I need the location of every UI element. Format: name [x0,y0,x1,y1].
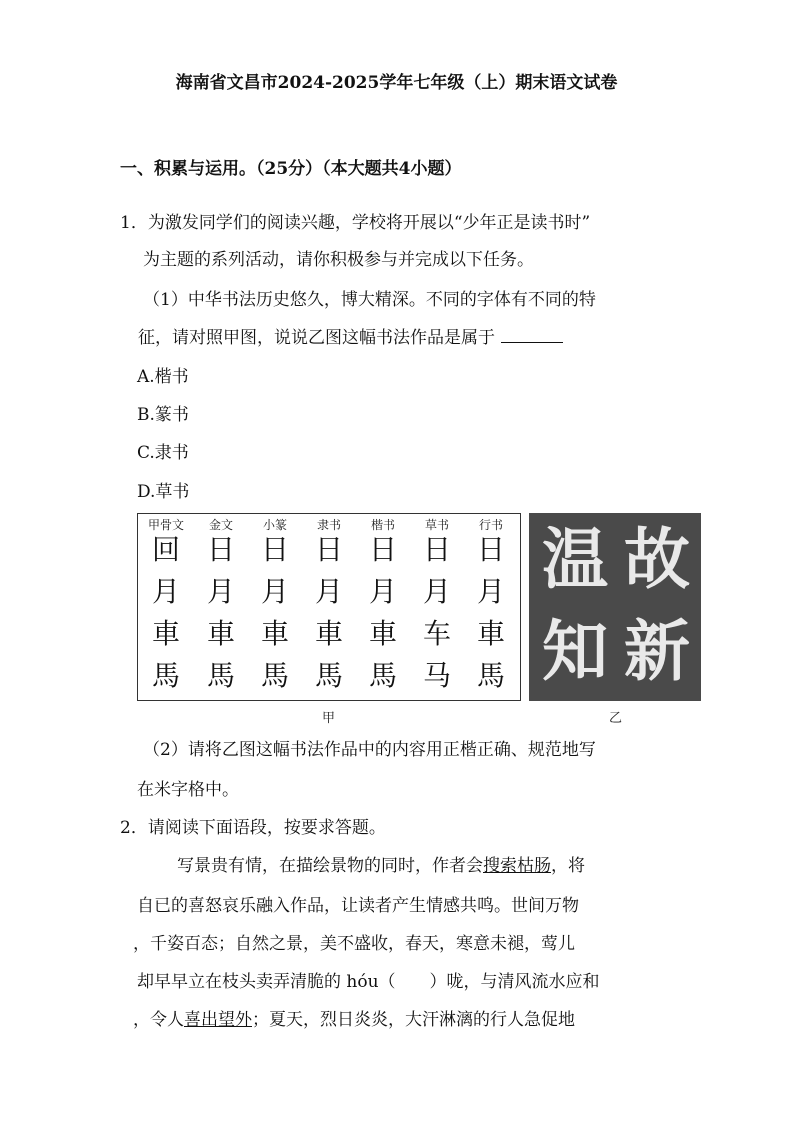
script-glyph: 月 [422,575,451,608]
script-glyph: 車 [476,617,505,650]
script-glyph: 馬 [206,659,235,692]
calligraphy-char: 知 [542,612,608,690]
script-glyph: 車 [368,617,397,650]
q2-line1-b: ，将 [551,856,585,876]
q1-stem-line2: 为主题的系列活动，请你积极参与并完成以下任务。 [143,250,534,270]
col-header: 楷书 [370,518,395,532]
col-header: 草书 [424,518,449,532]
script-glyph: 馬 [368,659,397,692]
answer-blank [501,328,563,343]
q2-line1-a: 写景贵有情，在描绘景物的同时，作者会 [177,856,483,876]
script-glyph: 日 [206,533,235,566]
script-glyph: 車 [206,617,235,650]
script-glyph: 车 [422,617,451,650]
q1-number: 1． [120,213,148,233]
q1-sub2-line2: 在米字格中。 [137,780,239,800]
col-header: 隶书 [316,518,341,532]
q2-number: 2． [120,818,148,838]
calligraphy-char: 新 [624,612,690,690]
script-glyph: 月 [476,575,505,608]
q2-line3: ，千姿百态；自然之景，美不盛收，春天，寒意未褪，莺儿 [133,934,575,954]
q2-stem [120,813,386,838]
q1-sub2-line1: （2）请将乙图这幅书法作品中的内容用正楷正确、规范地写 [143,740,596,760]
q2-line4: 却早早立在枝头卖弄清脆的 hóu（ ）咙，与清风流水应和 [137,972,600,992]
col-header: 小篆 [262,518,287,532]
script-glyph: 車 [260,617,289,650]
script-glyph: 月 [151,575,180,608]
script-glyph: 日 [422,533,451,566]
q2-underlined-term: 搜索枯肠 [483,856,551,876]
script-glyph: 月 [368,575,397,608]
script-glyph: 月 [260,575,289,608]
figure-script-evolution [137,513,521,701]
script-glyph: 馬 [260,659,289,692]
script-glyph: 車 [314,617,343,650]
calligraphy-char: 故 [624,520,690,598]
option-a: A.楷书 [137,367,189,387]
col-header: 行书 [478,518,503,532]
q2-line5-a: ，令人 [133,1010,184,1030]
col-header: 金文 [208,518,233,532]
q1-line1-text: 为激发同学们的阅读兴趣，学校将开展以“少年正是读书时” [147,213,591,233]
q2-line5 [133,1005,575,1030]
q1-sub1-line2 [138,323,563,348]
script-glyph: 月 [314,575,343,608]
figure-b-caption: 乙 [609,711,623,726]
script-glyph: 馬 [314,659,343,692]
figure-a-caption: 甲 [322,711,336,726]
page-title: 海南省文昌市2024-2025学年七年级（上）期末语文试卷 [175,73,618,93]
script-glyph: 馬 [151,659,180,692]
q1-sub1-line1: （1）中华书法历史悠久，博大精深。不同的字体有不同的特 [143,290,596,310]
q2-underlined-term: 喜出望外 [184,1010,252,1030]
q2-line5-b: ；夏天，烈日炎炎，大汗淋漓的行人急促地 [252,1010,575,1030]
script-glyph: 马 [422,659,451,692]
script-glyph: 回 [151,533,180,566]
figure-calligraphy [529,513,701,701]
script-glyph: 日 [476,533,505,566]
script-glyph: 日 [368,533,397,566]
q2-stem-text: 请阅读下面语段，按要求答题。 [147,818,386,838]
q1-stem-line1 [120,208,590,233]
script-glyph: 日 [260,533,289,566]
script-glyph: 馬 [476,659,505,692]
script-glyph: 車 [151,617,180,650]
option-c: C.隶书 [137,443,189,463]
option-d: D.草书 [137,482,190,502]
script-glyph: 月 [206,575,235,608]
q2-line1 [177,851,585,876]
script-glyph: 日 [314,533,343,566]
q1-sub1-line2-text: 征，请对照甲图，说说乙图这幅书法作品是属于 [138,328,495,348]
q2-line2: 自已的喜怒哀乐融入作品，让读者产生情感共鸣。世间万物 [137,896,579,916]
col-header: 甲骨文 [147,518,184,532]
option-b: B.篆书 [137,405,189,425]
calligraphy-char: 温 [542,520,608,598]
section-heading: 一、积累与运用。（25分）（本大题共4小题） [120,159,462,179]
